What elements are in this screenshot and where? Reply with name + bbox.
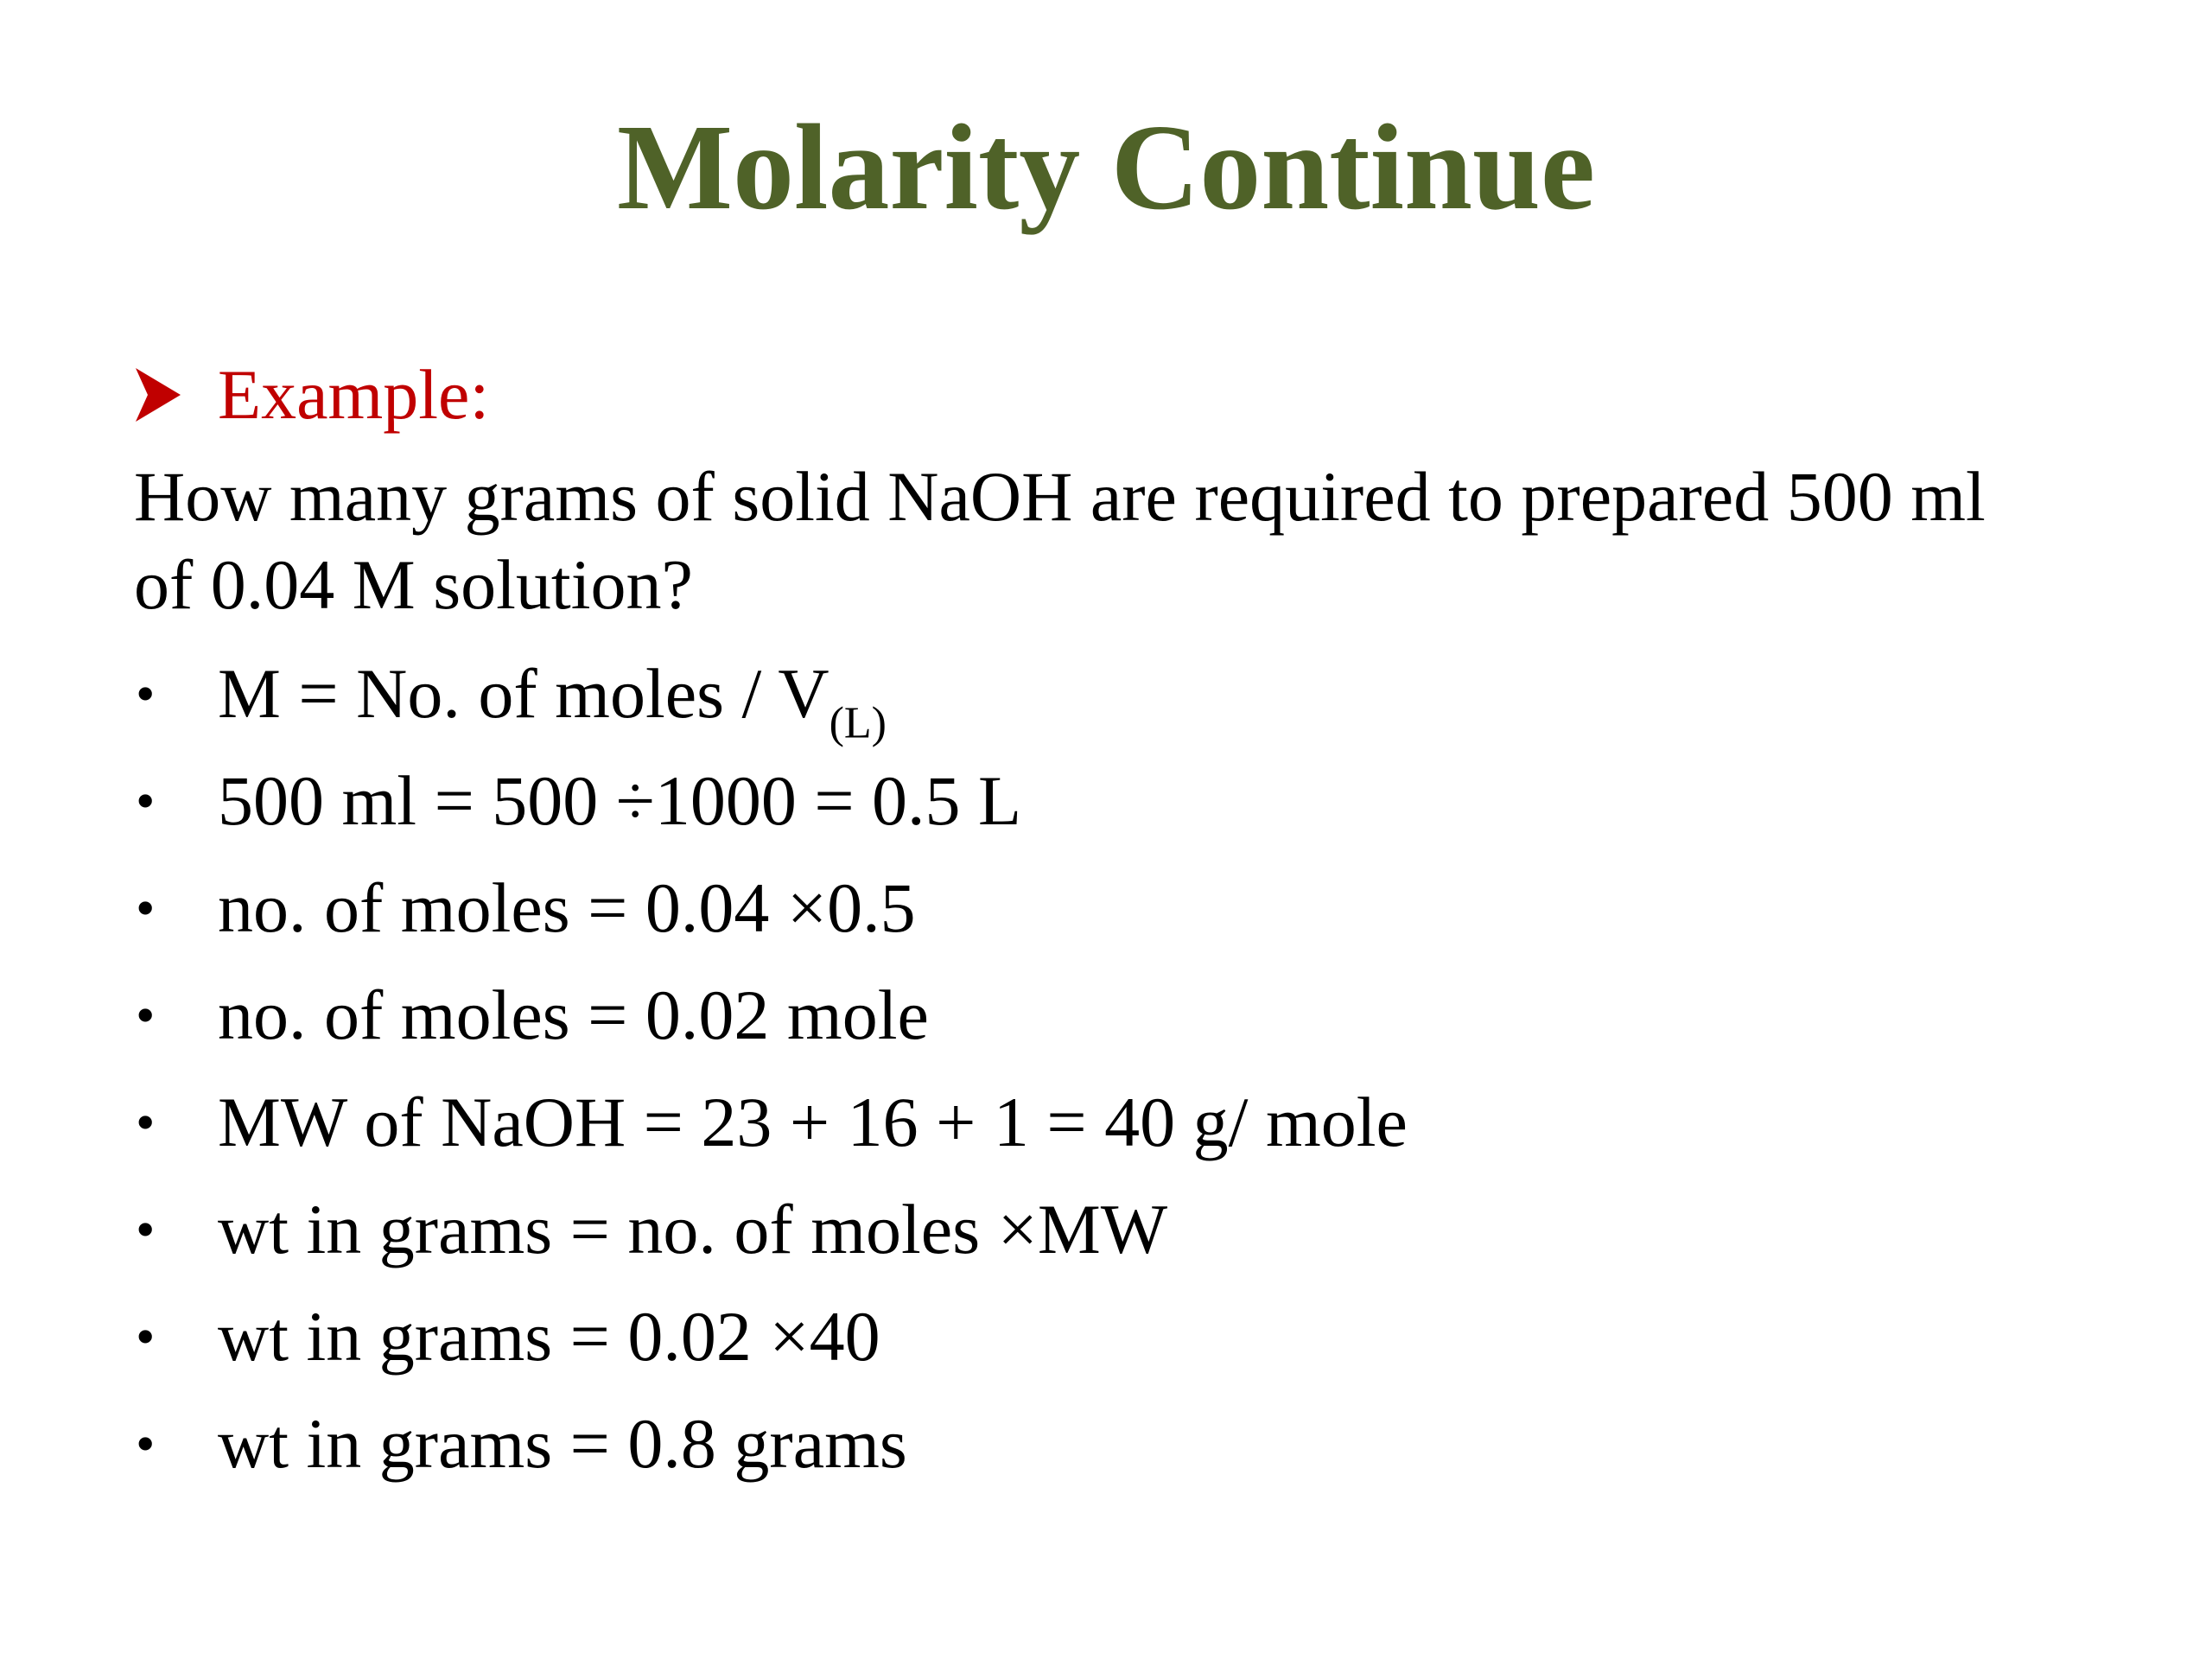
solution-step (134, 1069, 2121, 1176)
step-text: 500 ml = 500 ÷1000 = 0.5 L (218, 761, 1022, 840)
bullet-dot-icon: • (136, 1413, 156, 1474)
arrowhead-bullet-icon (136, 368, 181, 422)
step-subscript: (L) (829, 698, 887, 748)
solution-step (134, 1176, 2121, 1283)
step-formula: M = No. of moles / V (218, 654, 830, 733)
bullet-dot-icon: • (136, 1198, 156, 1260)
step-text (218, 640, 887, 747)
solution-step (134, 747, 2121, 855)
question-line: of 0.04 M solution? (134, 545, 693, 624)
solution-step (134, 1283, 2121, 1390)
step-text: no. of moles = 0.04 ×0.5 (218, 868, 916, 947)
step-text: wt in grams = no. of moles ×MW (218, 1190, 1168, 1268)
solution-step (134, 1390, 2121, 1497)
bullet-dot-icon: • (136, 1306, 156, 1367)
example-label: Example: (218, 355, 490, 434)
solution-step (134, 640, 2121, 747)
slide-title: Molarity Continue (617, 99, 1595, 235)
bullet-dot-icon: • (136, 770, 156, 831)
question-line: How many grams of solid NaOH are required to prepared 500 ml (134, 457, 1986, 536)
bullet-dot-icon: • (136, 1091, 156, 1153)
step-text: wt in grams = 0.8 grams (218, 1404, 907, 1483)
solution-step (134, 962, 2121, 1069)
question-text (134, 453, 2121, 629)
step-text: wt in grams = 0.02 ×40 (218, 1297, 880, 1376)
solution-steps-list (134, 640, 2121, 1497)
bullet-dot-icon: • (136, 877, 156, 938)
slide-content (134, 346, 2121, 1497)
step-text: no. of moles = 0.02 mole (218, 976, 929, 1054)
bullet-dot-icon: • (136, 663, 156, 724)
bullet-dot-icon: • (136, 984, 156, 1046)
step-text: MW of NaOH = 23 + 16 + 1 = 40 g/ mole (218, 1083, 1408, 1161)
solution-step (134, 855, 2121, 962)
example-heading (134, 346, 2121, 444)
